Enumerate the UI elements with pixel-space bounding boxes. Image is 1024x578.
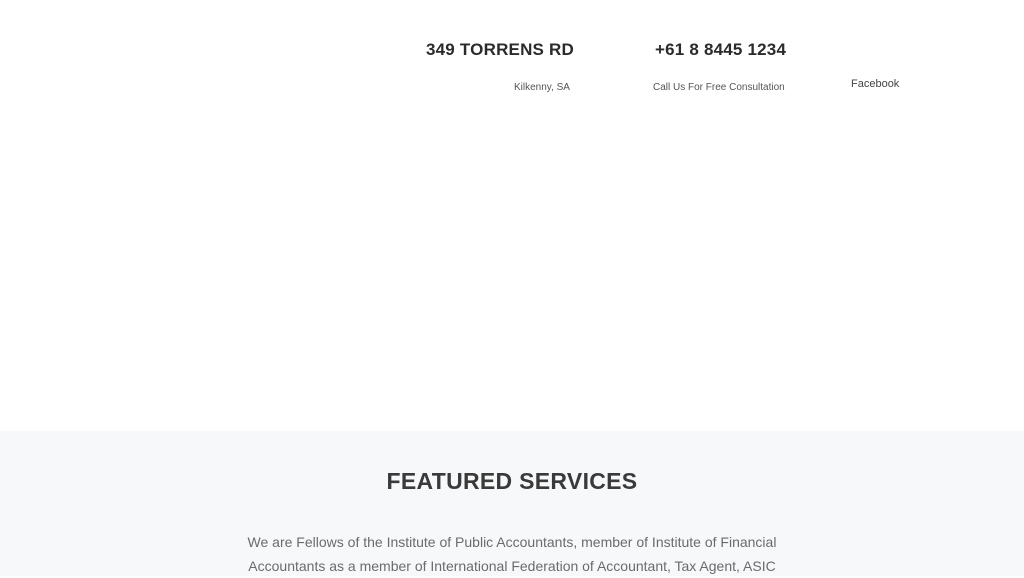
address-subtitle: Kilkenny, SA — [514, 82, 570, 93]
address-title: 349 TORRENS RD — [426, 40, 574, 59]
phone-number[interactable]: +61 8 8445 1234 — [655, 40, 787, 59]
phone-subtitle: Call Us For Free Consultation — [653, 82, 785, 93]
facebook-link[interactable]: Facebook — [851, 78, 900, 90]
section-description: We are Fellows of the Institute of Public Accountants, member of Institute of Financial Accountants as a member of International Federation of Accountant, Tax Agent, ASIC — [247, 534, 777, 574]
featured-services-section — [0, 431, 1024, 576]
section-title: FEATURED SERVICES — [386, 468, 638, 494]
